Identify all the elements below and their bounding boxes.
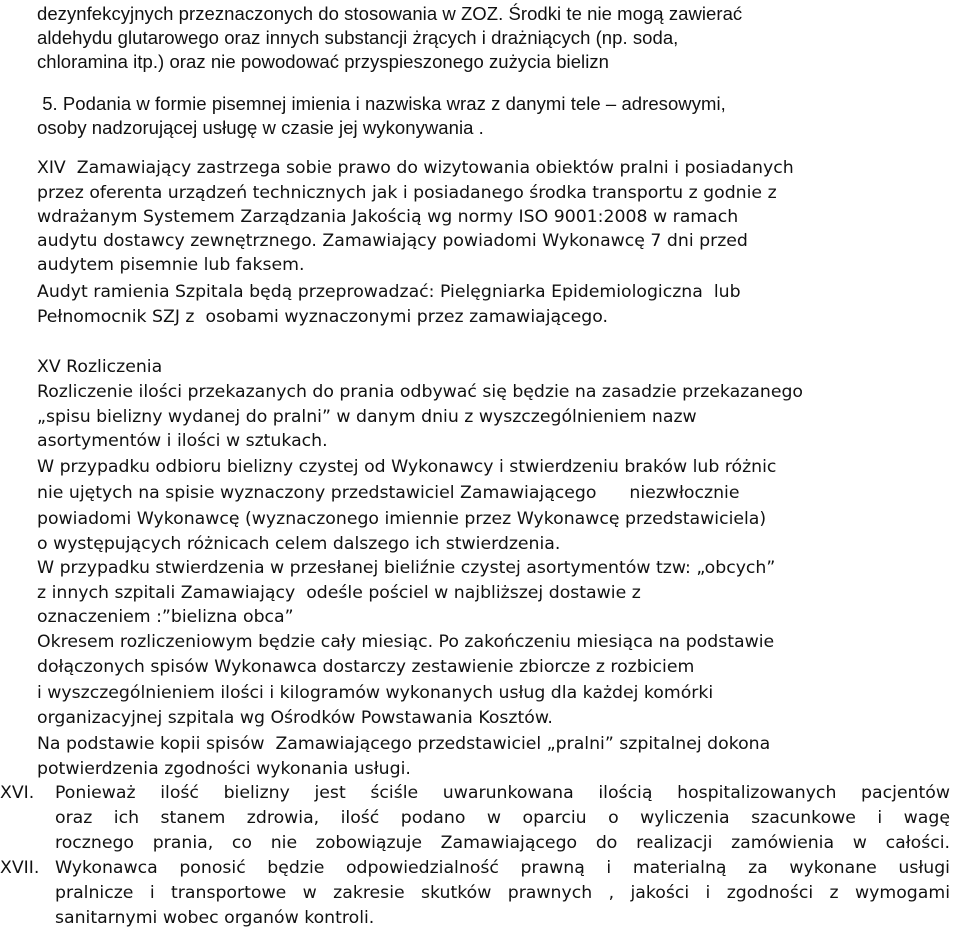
text-line: oznaczeniem :”bielizna obca” [37, 607, 294, 627]
text-line: przez oferenta urządzeń technicznych jak i posiadanego środka transportu z godnie z [37, 183, 777, 203]
text-line: i wyszczególnieniem ilości i kilogramów wykonanych usług dla każdej komórki [37, 683, 714, 703]
text-line: z innych szpitali Zamawiający odeśle pościel w najbliższej dostawie z [37, 583, 641, 603]
text-line: Wykonawca ponosić będzie odpowiedzialność prawną i materialną za wykonane usługi [55, 858, 950, 878]
text-line: Audyt ramienia Szpitala będą przeprowadzać: Pielęgniarka Epidemiologiczna lub [37, 282, 741, 302]
text-line: „spisu bielizny wydanej do pralni” w danym dniu z wyszczególnieniem nazw [37, 407, 697, 427]
text-line: W przypadku stwierdzenia w przesłanej bieliźnie czystej asortymentów tzw: „obcych” [37, 558, 776, 578]
text-line: asortymentów i ilości w sztukach. [37, 431, 328, 451]
text-line: sanitarnymi wobec organów kontroli. [55, 908, 375, 928]
text-line: Rozliczenie ilości przekazanych do prania odbywać się będzie na zasadzie przekazanego [37, 382, 804, 402]
text-line: powiadomi Wykonawcę (wyznaczonego imiennie przez Wykonawcę przedstawiciela) [37, 509, 767, 529]
text-line: 5. Podania w formie pisemnej imienia i nazwiska wraz z danymi tele – adresowymi, [37, 93, 726, 114]
text-line: oraz ich stanem zdrowia, ilość podano w oparciu o wyliczenia szacunkowe i wagę [55, 808, 950, 828]
text-line: Pełnomocnik SZJ z osobami wyznaczonymi przez zamawiającego. [37, 307, 608, 327]
text-line: o występujących różnicach celem dalszego ich stwierdzenia. [37, 534, 561, 554]
section-xvi-number: XVI. [0, 783, 35, 803]
text-line: osoby nadzorującej usługę w czasie jej wykonywania . [37, 117, 484, 138]
text-line: Ponieważ ilość bielizny jest ściśle uwarunkowana ilością hospitalizowanych pacjentów [55, 783, 950, 803]
text-line: dezynfekcyjnych przeznaczonych do stosowania w ZOZ. Środki te nie mogą zawierać [37, 3, 743, 24]
text-line: potwierdzenia zgodności wykonania usługi. [37, 759, 411, 779]
text-line: audytem pisemnie lub faksem. [37, 255, 305, 275]
section-xiv-heading-line: XIV Zamawiający zastrzega sobie prawo do wizytowania obiektów pralni i posiadanych [37, 158, 794, 178]
text-line: W przypadku odbioru bielizny czystej od Wykonawcy i stwierdzeniu braków lub różnic [37, 457, 777, 477]
text-line: organizacyjnej szpitala wg Ośrodków Powstawania Kosztów. [37, 708, 553, 728]
text-line: Na podstawie kopii spisów Zamawiającego przedstawiciel „pralni” szpitalnej dokona [37, 734, 771, 754]
section-xv-heading: XV Rozliczenia [37, 357, 163, 377]
text-line: nie ujętych na spisie wyznaczony przedstawiciel Zamawiającego niezwłocznie [37, 483, 740, 503]
text-line: audytu dostawcy zewnętrznego. Zamawiający powiadomi Wykonawcę 7 dni przed [37, 231, 748, 251]
text-line: dołączonych spisów Wykonawca dostarczy zestawienie zbiorcze z rozbiciem [37, 657, 695, 677]
section-xvii-number: XVII. [0, 858, 40, 878]
text-line: rocznego prania, co nie zobowiązuje Zamawiającego do realizacji zamówienia w całości. [55, 833, 950, 853]
text-line: pralnicze i transportowe w zakresie skutków prawnych , jakości i zgodności z wymogami [55, 883, 950, 903]
text-line: chloramina itp.) oraz nie powodować przyspieszonego zużycia bielizn [37, 51, 609, 72]
text-line: Okresem rozliczeniowym będzie cały miesiąc. Po zakończeniu miesiąca na podstawie [37, 632, 775, 652]
text-line: wdrażanym Systemem Zarządzania Jakością wg normy ISO 9001:2008 w ramach [37, 207, 739, 227]
text-line: aldehydu glutarowego oraz innych substancji żrących i drażniących (np. soda, [37, 27, 679, 48]
